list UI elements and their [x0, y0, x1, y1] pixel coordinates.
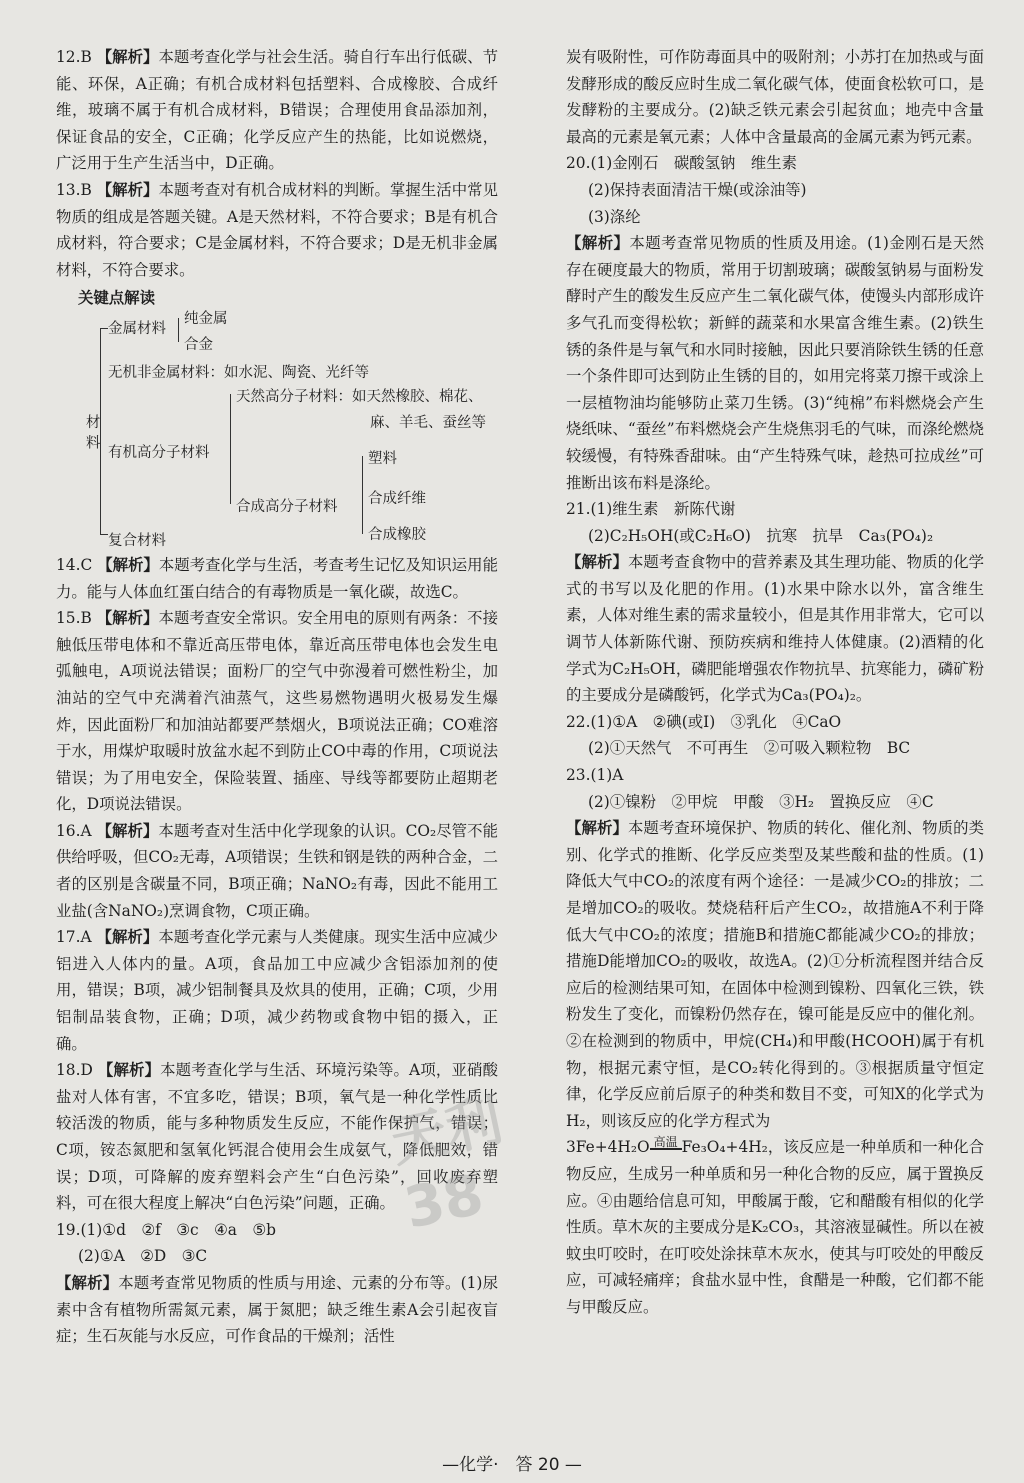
- answer-23-l1: 23.(1)A: [566, 766, 624, 785]
- answer-19-cont: 炭有吸附性，可作防毒面具中的吸附剂；小苏打在加热或与面发酵形成的酸反应时生成二氧化碳气体，使面食松软可口，是发酵粉的主要成分。(2)缺乏铁元素会引起贫血；地壳中含量最高的元素是氧元素；人体中含量最高的金属元素为钙元素。: [566, 48, 984, 146]
- answer-20-analysis: 【解析】本题考查常见物质的性质及用途。(1)金刚石是天然存在硬度最大的物质，常用于切割玻璃；碳酸氢钠易与面粉发酵时产生的酸发生反应产生二氧化碳气体，使馒头内部形成许多气孔而变得松软；新鲜的蔬菜和水果富含维生素。(2)铁生锈的条件是与氧气和水同时接触，因此只要消除铁生锈的任意一个条件即可达到防止生锈的目的，如用完将菜刀擦干或涂上一层植物油均能够防止菜刀生锈。(3)“纯棉”布料燃烧会产生烧纸味、“蚕丝”布料燃烧会产生烧焦羽毛的气味，而涤纶燃烧较缓慢，有特殊香甜味。由“产生特殊气味，趁热可拉成丝”可推断出该布料是涤纶。: [566, 234, 984, 492]
- page-footer: —化学· 答 20 —: [442, 1455, 582, 1475]
- answer-19-l2: (2)①A ②D ③C: [78, 1247, 208, 1266]
- watermark-logo: 天利38: [385, 1088, 509, 1242]
- answer-13: 13.B 【解析】本题考查对有机合成材料的判断。掌握生活中常见物质的组成是答题关键。A是天然材料，不符合要求；B是有机合成材料，符合要求；C是金属材料，不符合要求；D是无机非金属材料，不符合要求。: [56, 180, 498, 279]
- answer-14: 14.C 【解析】本题考查化学与生活，考查考生记忆及知识运用能力。能与人体血红蛋白结合的有毒物质是一氧化碳，故选C。: [56, 555, 498, 601]
- answer-19-l1: 19.(1)①d ②f ③c ④a ⑤b: [56, 1220, 277, 1239]
- answer-15: 15.B 【解析】本题考查安全常识。安全用电的原则有两条：不接触低压带电体和不靠近高压带电体，靠近高压带电体也会发生电弧触电，A项说法错误；面粉厂的空气中弥漫着可燃性粉尘，加油站的空气中充满着汽油蒸气，这些易燃物遇明火极易发生爆炸，因此面粉厂和加油站都要严禁烟火，B项说法正确；CO难溶于水，用煤炉取暖时放盆水起不到防止CO中毒的作用，C项说法错误；为了用电安全，保险装置、插座、导线等都要防止超期老化，D项说法错误。: [56, 609, 498, 814]
- answer-23-equation: 3Fe+4H₂O 高温 Fe₃O₄+4H₂，该反应是一种单质和一种化合物反应，生成另一种单质和另一种化合物的反应，属于置换反应。④由题给信息可知，甲酸属于酸，它和醋酸有相似的化学性质。草木灰的主要成分是K₂CO₃，其溶液显碱性。所以在被蚊虫叮咬时，在叮咬处涂抹草木灰水，使其与叮咬处的甲酸反应，可减轻痛痒；食盐水显中性，食醋是一种酸，它们都不能与甲酸反应。: [566, 1135, 984, 1316]
- answer-12: 12.B 【解析】本题考查化学与社会生活。骑自行车出行低碳、节能、环保，A正确；有机合成材料包括塑料、合成橡胶、合成纤维，玻璃不属于有机合成材料，B错误；合理使用食品添加剂，保证食品的安全，C正确；化学反应产生的热能，比如说燃烧，广泛用于生产生活当中，D正确。: [56, 48, 498, 173]
- left-column: [56, 44, 498, 1350]
- tree-metal: 金属材料: [108, 320, 166, 337]
- key-point-title: 关键点解读: [78, 289, 155, 308]
- answer-21-analysis: 【解析】本题考查食物中的营养素及其生理功能、物质的化学式的书写以及化肥的作用。(1)水果中除水以外，富含维生素，人体对维生素的需求量较小，但是其作用非常大，它可以调节人体新陈代谢、预防疾病和维持人体健康。(2)酒精的化学式为C₂H₅OH，磷肥能增强农作物抗旱、抗寒能力，磷矿粉的主要成分是磷酸钙，化学式为Ca₃(PO₄)₂。: [566, 553, 984, 705]
- tree-organic: 有机高分子材料: [108, 444, 210, 461]
- materials-tree: [78, 310, 498, 549]
- answer-21-l1: 21.(1)维生素 新陈代谢: [566, 500, 736, 519]
- tree-composite: 复合材料: [108, 532, 166, 549]
- tree-rubber: 合成橡胶: [368, 526, 426, 543]
- answer-22-l1: 22.(1)①A ②碘(或I) ③乳化 ④CaO: [566, 712, 842, 731]
- tree-natural2: 麻、羊毛、蚕丝等: [370, 414, 486, 431]
- answer-16: 16.A 【解析】本题考查对生活中化学现象的认识。CO₂尽管不能供给呼吸，但CO₂无毒，A项错误；生铁和钢是铁的两种合金，二者的区别是含碳量不同，B项正确；NaNO₂有毒，因此不能用工业盐(含NaNO₂)烹调食物，C项正确。: [56, 821, 498, 920]
- answer-19-analysis: 【解析】本题考查常见物质的性质与用途、元素的分布等。(1)尿素中含有植物所需氮元素，属于氮肥；缺乏维生素A会引起夜盲症；生石灰能与水反应，可作食品的干燥剂；活性: [56, 1273, 498, 1346]
- answer-20-l2: (2)保持表面清洁干燥(或涂油等): [588, 180, 807, 199]
- answer-23-l2: (2)①镍粉 ②甲烷 甲酸 ③H₂ 置换反应 ④C: [588, 792, 934, 811]
- tree-fiber: 合成纤维: [368, 490, 426, 507]
- answer-21-l2: (2)C₂H₅OH(或C₂H₆O) 抗寒 抗旱 Ca₃(PO₄)₂: [588, 526, 934, 545]
- tree-synthetic: 合成高分子材料: [236, 498, 338, 515]
- answer-17: 17.A 【解析】本题考查化学元素与人类健康。现实生活中应减少铝进入人体内的量。A项，食品加工中应减少含铝添加剂的使用，错误；B项，减少铝制餐具及炊具的使用，正确；C项，少用铝制品装食物，正确；D项，减少药物或食物中铝的摄入，正确。: [56, 928, 498, 1053]
- answer-18: 18.D 【解析】本题考查化学与生活、环境污染等。A项，亚硝酸盐对人体有害，不宜多吃，错误；B项，氧气是一种化学性质比较活泼的物质，能与多种物质发生反应，不能作保护气，错误；C项，铵态氮肥和氢氧化钙混合使用会生成氨气，降低肥效，错误；D项，可降解的废弃塑料会产生“白色污染”，回收废弃塑料，可在很大程度上解决“白色污染”问题，正确。: [56, 1061, 498, 1213]
- tree-natural: 天然高分子材料：如天然橡胶、棉花、: [236, 388, 483, 405]
- tree-plastic: 塑料: [368, 450, 397, 467]
- answer-23-analysis: 【解析】本题考查环境保护、物质的转化、催化剂、物质的类别、化学式的推断、化学反应类型及某些酸和盐的性质。(1)降低大气中CO₂的浓度有两个途径：一是减少CO₂的排放；二是增加CO₂的吸收。焚烧秸秆后产生CO₂，故措施A不利于降低大气中CO₂的浓度；措施B和措施C都能减少CO₂的排放；措施D能增加CO₂的吸收，故选A。(2)①分析流程图并结合反应后的检测结果可知，在固体中检测到镍粉、四氧化三铁，铁粉发生了变化，而镍粉仍然存在，镍可能是反应中的催化剂。②在检测到的物质中，甲烷(CH₄)和甲酸(HCOOH)属于有机物，根据元素守恒，是CO₂转化得到的。③根据质量守恒定律，化学反应前后原子的种类和数目不变，可知X的化学式为H₂，则该反应的化学方程式为: [566, 819, 984, 1130]
- tree-alloy: 合金: [184, 336, 213, 353]
- right-column: [566, 44, 984, 1321]
- tree-inorganic: 无机非金属材料：如水泥、陶瓷、光纤等: [108, 364, 369, 381]
- tree-pure-metal: 纯金属: [184, 310, 228, 327]
- answer-20-l1: 20.(1)金刚石 碳酸氢钠 维生素: [566, 154, 797, 173]
- answer-20-l3: (3)涤纶: [588, 207, 641, 226]
- answer-22-l2: (2)①天然气 不可再生 ②可吸入颗粒物 BC: [588, 739, 911, 758]
- tree-root: 材料: [83, 413, 100, 455]
